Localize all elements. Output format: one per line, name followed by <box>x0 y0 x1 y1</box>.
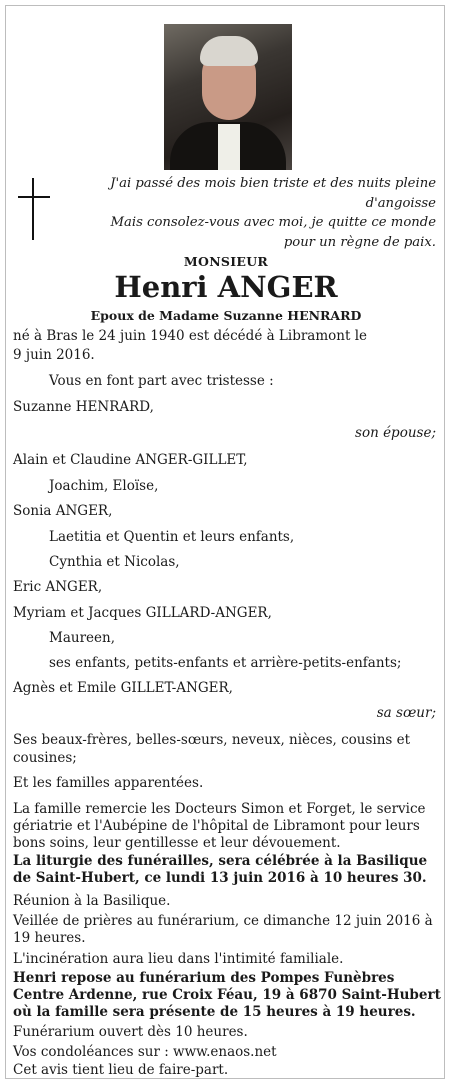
text-line: Veillée de prières au funérarium, ce dimanche 12 juin 2016 à <box>13 913 433 929</box>
text-line: cousines; <box>13 750 77 766</box>
honorific: MONSIEUR <box>183 254 269 269</box>
poem <box>106 174 436 252</box>
text-line: Vous en font part avec tristesse : <box>49 373 274 389</box>
text-line: gériatrie et l'Aubépine de l'hôpital de Libramont pour leurs <box>13 818 420 834</box>
text-line: ses enfants, petits-enfants et arrière-petits-enfants; <box>49 655 402 671</box>
text-line: de Saint-Hubert, ce lundi 13 juin 2016 à 10 heures 30. <box>13 870 427 886</box>
poem-line: d'angoisse <box>365 195 436 211</box>
text-line: Ses beaux-frères, belles-sœurs, neveux, nièces, cousins et <box>13 732 411 748</box>
text-line: Laetitia et Quentin et leurs enfants, <box>49 529 295 545</box>
text-line: né à Bras le 24 juin 1940 est décédé à Libramont le <box>13 328 368 344</box>
text-line: Sonia ANGER, <box>13 503 113 519</box>
poem-line: Mais consolez-vous avec moi, je quitte ce monde <box>110 215 436 230</box>
text-line: Suzanne HENRARD, <box>13 399 154 415</box>
poem-line: J'ai passé des mois bien triste et des nuits pleine <box>110 176 436 191</box>
obituary-notice <box>5 5 445 1079</box>
text-line: La famille remercie les Docteurs Simon et Forget, le service <box>13 801 426 817</box>
text-line: Joachim, Eloïse, <box>49 478 159 494</box>
text-line: Eric ANGER, <box>13 579 103 595</box>
text-line: Vos condoléances sur : www.enaos.net <box>13 1044 277 1060</box>
text-line: Cet avis tient lieu de faire-part. <box>13 1062 229 1078</box>
text-line: Myriam et Jacques GILLARD-ANGER, <box>13 605 272 621</box>
text-line: Et les familles apparentées. <box>13 775 204 791</box>
text-line: où la famille sera présente de 15 heures à 19 heures. <box>13 1004 416 1020</box>
cross-icon <box>18 178 50 240</box>
text-line: 19 heures. <box>13 930 86 946</box>
spouse-line: Epoux de Madame Suzanne HENRARD <box>90 308 362 323</box>
text-line: Henri repose au funérarium des Pompes Funèbres <box>13 970 395 986</box>
text-line: Agnès et Emile GILLET-ANGER, <box>13 680 233 696</box>
text-line: La liturgie des funérailles, sera célébrée à la Basilique <box>13 853 428 869</box>
relation-label: sa sœur; <box>376 705 436 721</box>
relation-label: son épouse; <box>355 425 436 441</box>
deceased-name: Henri ANGER <box>114 270 338 304</box>
text-line: Maureen, <box>49 630 115 646</box>
portrait-photo <box>164 24 292 170</box>
text-line: 9 juin 2016. <box>13 347 95 363</box>
text-line: Alain et Claudine ANGER-GILLET, <box>13 452 248 468</box>
text-line: Funérarium ouvert dès 10 heures. <box>13 1024 248 1040</box>
poem-line: pour un règne de paix. <box>283 234 436 250</box>
text-line: Réunion à la Basilique. <box>13 893 171 909</box>
text-line: Cynthia et Nicolas, <box>49 554 180 570</box>
text-line: L'incinération aura lieu dans l'intimité familiale. <box>13 951 344 967</box>
text-line: Centre Ardenne, rue Croix Féau, 19 à 6870 Saint-Hubert <box>13 987 441 1003</box>
text-line: bons soins, leur gentillesse et leur dévouement. <box>13 835 341 851</box>
